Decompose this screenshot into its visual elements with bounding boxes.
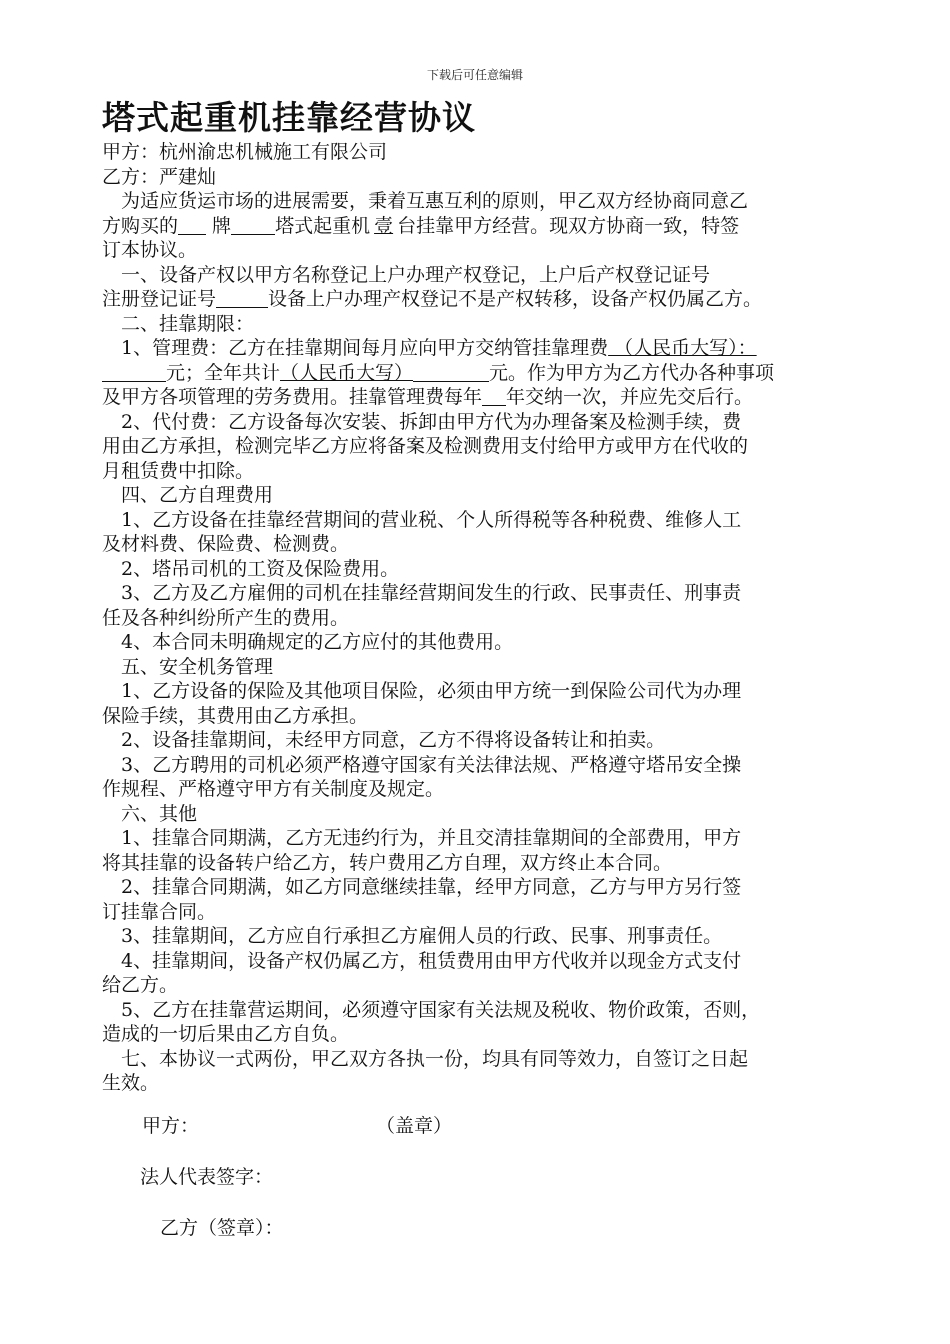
intro-line-3: 订本协议。 — [102, 239, 198, 261]
party-b-signature-label: 乙方（签章）： — [160, 1217, 284, 1239]
section-6-1-line-1: 1、挂靠合同期满，乙方无违约行为，并且交清挂靠期间的全部费用，甲方 — [121, 827, 742, 849]
section-6-4-line-2: 给乙方。 — [102, 974, 179, 996]
legal-rep-signature-label: 法人代表签字： — [140, 1166, 274, 1188]
section-7-line-2: 生效。 — [102, 1072, 160, 1094]
registration-number-blank — [216, 289, 268, 308]
section-5-3-line-1: 3、乙方聘用的司机必须严格遵守国家有关法律法规、严格遵守塔吊安全操 — [121, 753, 742, 776]
section-2-1-line-1: 1、管理费：乙方在挂靠期间每月应向甲方交纳管挂靠理费 （人民币大写）： — [121, 337, 757, 359]
intro-line-1: 为适应货运市场的进展需要，秉着互惠互利的原则，甲乙双方经协商同意乙 — [121, 190, 749, 212]
section-6-1-line-2: 将其挂靠的设备转户给乙方，转户费用乙方自理，双方终止本合同。 — [102, 851, 673, 874]
section-2-2-line-3: 月租赁费中扣除。 — [102, 459, 255, 482]
section-6-2-line-2: 订挂靠合同。 — [102, 900, 217, 923]
intro-line-2: 方购买的 牌 塔式起重机 壹 台挂靠甲方经营。现双方协商一致，特签 — [102, 214, 740, 237]
section-1-line-1: 一、设备产权以甲方名称登记上户办理产权登记，上户后产权登记证号 — [121, 263, 711, 286]
document-title: 塔式起重机挂靠经营协议 — [102, 98, 476, 137]
section-4-1-line-1: 1、乙方设备在挂靠经营期间的营业税、个人所得税等各种税费、维修人工 — [121, 508, 742, 531]
section-6-2-line-1: 2、挂靠合同期满，如乙方同意继续挂靠，经甲方同意，乙方与甲方另行签 — [121, 876, 742, 898]
section-6-5-line-2: 造成的一切后果由乙方自负。 — [102, 1023, 350, 1045]
section-4-4: 4、本合同未明确规定的乙方应付的其他费用。 — [121, 631, 514, 653]
section-2-2-line-1: 2、代付费：乙方设备每次安装、拆卸由甲方代为办理备案及检测手续，费 — [121, 410, 742, 433]
header-note: 下载后可任意编辑 — [426, 68, 523, 82]
section-2-1-line-3: 及甲方各项管理的劳务费用。挂靠管理费每年 年交纳一次，并应先交后行。 — [102, 386, 754, 408]
section-5-1-line-1: 1、乙方设备的保险及其他项目保险，必须由甲方统一到保险公司代为办理 — [121, 680, 742, 702]
section-4-heading: 四、乙方自理费用 — [121, 484, 274, 506]
section-2-2-line-2: 用由乙方承担，检测完毕乙方应将备案及检测费用支付给甲方或甲方在代收的 — [102, 435, 749, 457]
party-b-line: 乙方：严建灿 — [102, 165, 217, 188]
section-2-heading: 二、挂靠期限： — [121, 312, 255, 335]
party-a-line: 甲方：杭州渝忠机械施工有限公司 — [102, 141, 388, 163]
quantity-value: 壹 — [374, 214, 394, 237]
section-4-3-line-1: 3、乙方及乙方雇佣的司机在挂靠经营期间发生的行政、民事责任、刑事责 — [121, 582, 742, 604]
monthly-fee-blank: （人民币大写）： — [608, 337, 757, 359]
section-5-2: 2、设备挂靠期间，未经甲方同意，乙方不得将设备转让和拍卖。 — [121, 729, 666, 751]
model-blank — [231, 216, 275, 235]
section-2-1-line-2: 元；全年共计（人民币大写） 元。作为甲方为乙方代办各种事项 — [102, 361, 872, 386]
section-6-4-line-1: 4、挂靠期间，设备产权仍属乙方，租赁费用由甲方代收并以现金方式支付 — [121, 949, 742, 972]
party-a-signature-label: 甲方： — [142, 1115, 200, 1137]
section-6-heading: 六、其他 — [121, 802, 198, 825]
monthly-amount-blank — [102, 363, 166, 382]
payment-years-blank — [482, 387, 506, 406]
annual-amount-blank — [413, 363, 489, 382]
section-4-2: 2、塔吊司机的工资及保险费用。 — [121, 557, 400, 580]
section-5-heading: 五、安全机务管理 — [121, 655, 274, 678]
section-5-3-line-2: 作规程、严格遵守甲方有关制度及规定。 — [102, 778, 445, 800]
section-7-line-1: 七、本协议一式两份，甲乙双方各执一份，均具有同等效力，自签订之日起 — [121, 1047, 749, 1070]
section-6-3: 3、挂靠期间，乙方应自行承担乙方雇佣人员的行政、民事、刑事责任。 — [121, 925, 723, 947]
seal-label: （盖章） — [376, 1115, 453, 1137]
section-1-line-2: 注册登记证号 设备上户办理产权登记不是产权转移，设备产权仍属乙方。 — [102, 288, 763, 310]
section-4-3-line-2: 任及各种纠纷所产生的费用。 — [102, 606, 350, 629]
section-5-1-line-2: 保险手续，其费用由乙方承担。 — [102, 704, 369, 727]
section-4-1-line-2: 及材料费、保险费、检测费。 — [102, 533, 350, 555]
brand-blank — [178, 216, 206, 235]
annual-fee-blank: （人民币大写） — [280, 361, 414, 384]
document-body — [102, 140, 872, 1096]
section-6-5-line-1: 5、乙方在挂靠营运期间，必须遵守国家有关法规及税收、物价政策，否则， — [121, 998, 761, 1021]
